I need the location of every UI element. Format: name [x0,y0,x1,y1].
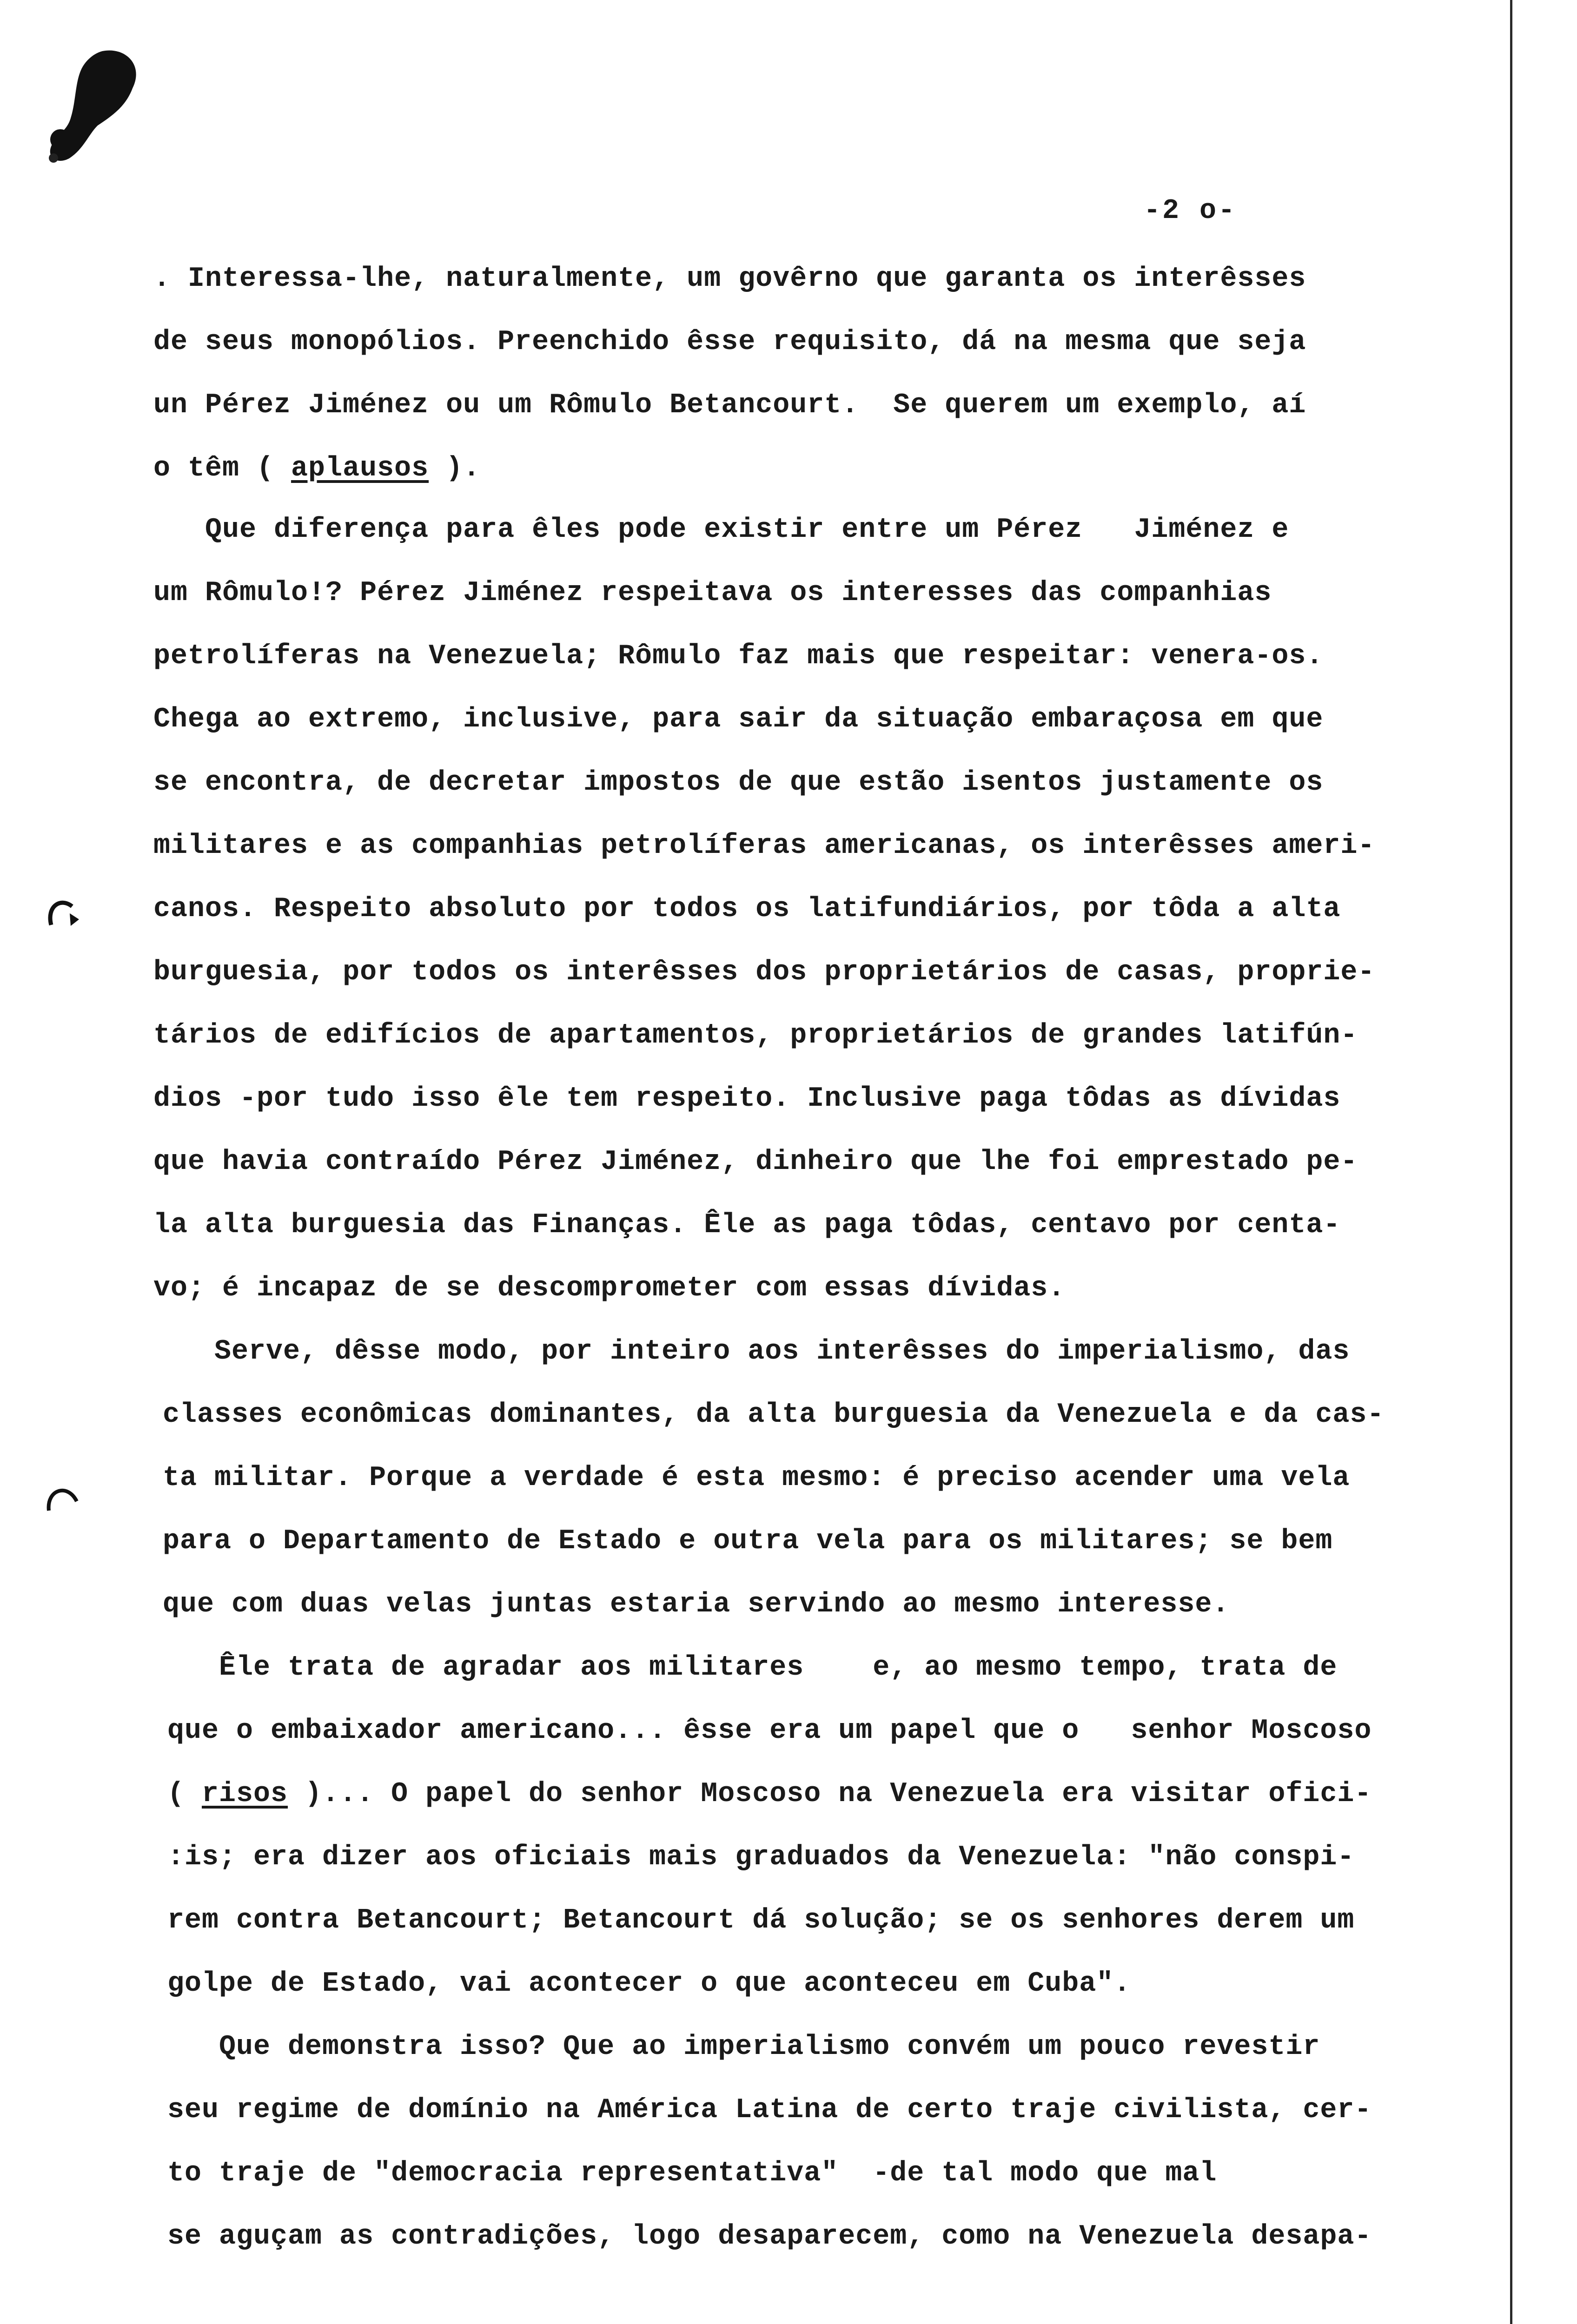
text-line: que o embaixador americano... êsse era um papel que o senhor Moscoso [167,1715,1372,1747]
text-line: militares e as companhias petrolíferas americanas, os interêsses ameri- [153,830,1375,862]
text-line: Serve, dêsse modo, por inteiro aos interêsses do imperialismo, das [163,1336,1350,1367]
text-line: se encontra, de decretar impostos de que estão isentos justamente os [153,767,1324,799]
text-line: burguesia, por todos os interêsses dos proprietários de casas, proprie- [153,957,1375,988]
text-line-with-note [167,1776,1372,1813]
text-line: Que diferença para êles pode existir entre um Pérez Jiménez e [153,514,1289,546]
text-line: seu regime de domínio na América Latina de certo traje civilista, cer- [167,2094,1372,2126]
text-line: vo; é incapaz de se descomprometer com essas dívidas. [153,1273,1066,1304]
text-line: to traje de "democracia representativa" -de tal modo que mal [167,2158,1217,2189]
text-fragment: )... O papel do senhor Moscoso na Venezuela era visitar ofici- [288,1778,1372,1810]
right-margin-rule [1510,0,1512,2324]
text-line: petrolíferas na Venezuela; Rômulo faz mais que respeitar: venera-os. [153,640,1324,672]
text-line: rem contra Betancourt; Betancourt dá solução; se os senhores derem um [167,1905,1355,1936]
underlined-note: risos [202,1778,288,1810]
text-line: . Interessa-lhe, naturalmente, um govêrno que garanta os interêsses [153,263,1306,295]
text-line: un Pérez Jiménez ou um Rômulo Betancourt. Se querem um exemplo, aí [153,390,1306,421]
text-line: canos. Respeito absoluto por todos os latifundiários, por tôda a alta [153,893,1341,925]
margin-bracket-mark [42,1478,84,1520]
text-fragment: o têm ( [153,453,292,484]
page-number: -2 o- [1144,195,1237,227]
text-fragment: ( [167,1778,202,1810]
text-line: tários de edifícios de apartamentos, proprietários de grandes latifún- [153,1020,1358,1051]
text-line: Que demonstra isso? Que ao imperialismo convém um pouco revestir [167,2031,1320,2063]
text-line: de seus monopólios. Preenchido êsse requisito, dá na mesma que seja [153,326,1306,358]
text-line: Êle trata de agradar aos militares e, ao mesmo tempo, trata de [167,1652,1338,1684]
text-line: :is; era dizer aos oficiais mais graduados da Venezuela: "não conspi- [167,1842,1355,1873]
ink-blot [33,46,149,167]
margin-bracket-mark [42,892,84,934]
text-line: para o Departamento de Estado e outra vela para os militares; se bem [163,1525,1333,1557]
text-line: la alta burguesia das Finanças. Êle as paga tôdas, centavo por centa- [153,1209,1341,1241]
text-line-with-note [153,450,480,487]
text-line: golpe de Estado, vai acontecer o que aconteceu em Cuba". [167,1968,1131,2000]
text-line: um Rômulo!? Pérez Jiménez respeitava os interesses das companhias [153,577,1272,609]
text-line: ta militar. Porque a verdade é esta mesmo: é preciso acender uma vela [163,1462,1350,1494]
text-line: Chega ao extremo, inclusive, para sair da situação embaraçosa em que [153,704,1324,735]
text-line: que havia contraído Pérez Jiménez, dinheiro que lhe foi emprestado pe- [153,1146,1358,1178]
underlined-note: aplausos [291,453,429,484]
text-fragment: ). [429,453,481,484]
text-line: que com duas velas juntas estaria servindo ao mesmo interesse. [163,1589,1230,1620]
text-line: se aguçam as contradições, logo desaparecem, como na Venezuela desapa- [167,2221,1372,2252]
text-line: classes econômicas dominantes, da alta burguesia da Venezuela e da cas- [163,1399,1385,1431]
text-line: dios -por tudo isso êle tem respeito. Inclusive paga tôdas as dívidas [153,1083,1341,1115]
